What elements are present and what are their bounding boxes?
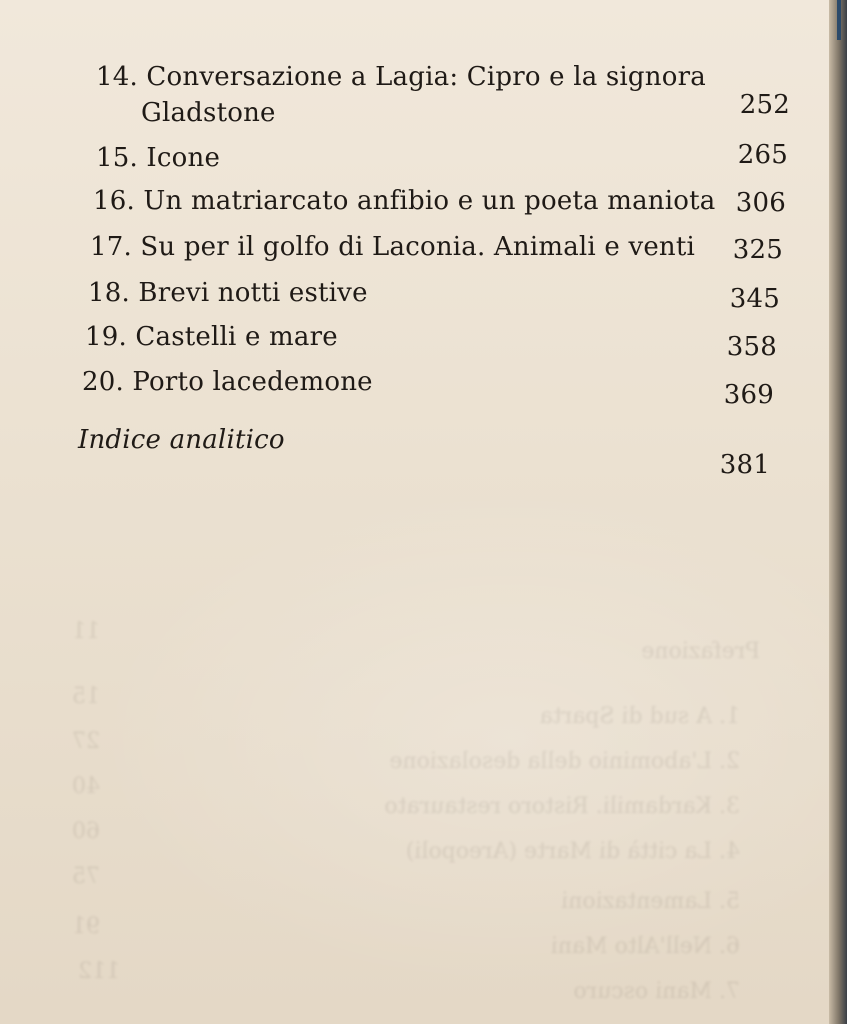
toc-entry-title: Su per il golfo di Laconia. Animali e venti bbox=[140, 232, 696, 262]
toc-entry-title: Porto lacedemone bbox=[132, 367, 373, 397]
show-through-line: 7. Mani oscuro bbox=[573, 979, 740, 1004]
toc-entry-18-title bbox=[88, 278, 368, 308]
show-through-page: 40 bbox=[72, 774, 100, 799]
show-through-line: 6. Nell'Alto Mani bbox=[550, 934, 740, 959]
toc-entry-page: 358 bbox=[726, 332, 777, 362]
toc-entry-page: 325 bbox=[732, 235, 783, 265]
toc-entry-title: Gladstone bbox=[141, 98, 276, 128]
show-through-page: 11 bbox=[72, 619, 100, 644]
toc-entry-19-title bbox=[85, 322, 338, 352]
toc-entry-number: 18. bbox=[88, 278, 130, 308]
toc-entry-number: 15. bbox=[96, 143, 138, 173]
show-through-line: 2. L'abominio della desolazione bbox=[389, 749, 740, 774]
toc-index-page: 381 bbox=[719, 450, 770, 480]
toc-entry-number: 14. bbox=[96, 62, 138, 92]
show-through-page: 15 bbox=[72, 684, 100, 709]
show-through-page: 91 bbox=[72, 914, 100, 939]
show-through-line: 3. Kardamili. Ristoro restaurato bbox=[384, 794, 740, 819]
toc-entry-title: Castelli e mare bbox=[135, 322, 338, 352]
show-through-line: 5. Lamentazioni bbox=[561, 889, 740, 914]
toc-entry-title: Brevi notti estive bbox=[138, 278, 368, 308]
toc-entry-number: 16. bbox=[93, 186, 135, 216]
toc-entry-16-title bbox=[93, 186, 715, 216]
toc-entry-page: 252 bbox=[739, 90, 790, 120]
show-through-line: Prefazione bbox=[641, 639, 760, 664]
show-through-page: 75 bbox=[72, 864, 100, 889]
toc-entry-20-title bbox=[82, 367, 373, 397]
toc-entry-number: 17. bbox=[90, 232, 132, 262]
toc-entry-14-title-cont bbox=[141, 98, 276, 128]
show-through-page: 112 bbox=[78, 959, 120, 984]
show-through-page: 60 bbox=[72, 819, 100, 844]
show-through-line: 4. La città di Marte (Areopoli) bbox=[405, 839, 740, 864]
toc-entry-15-title bbox=[96, 143, 220, 173]
toc-entry-page: 345 bbox=[729, 284, 780, 314]
toc-entry-page: 306 bbox=[735, 188, 786, 218]
toc-entry-17-title bbox=[90, 232, 695, 262]
toc-entry-number: 19. bbox=[85, 322, 127, 352]
toc-entry-title: Icone bbox=[146, 143, 221, 173]
toc-entry-page: 369 bbox=[723, 380, 774, 410]
toc-entry-title: Conversazione a Lagia: Cipro e la signora bbox=[146, 62, 706, 92]
show-through-page: 27 bbox=[72, 729, 100, 754]
toc-index-title: Indice analitico bbox=[78, 425, 285, 455]
toc-entry-14-title bbox=[96, 62, 706, 92]
show-through-line: 1. A sud di Sparta bbox=[539, 704, 740, 729]
toc-entry-page: 265 bbox=[737, 140, 788, 170]
toc-entry-title: Un matriarcato anfibio e un poeta maniota bbox=[143, 186, 716, 216]
toc-entry-number: 20. bbox=[82, 367, 124, 397]
